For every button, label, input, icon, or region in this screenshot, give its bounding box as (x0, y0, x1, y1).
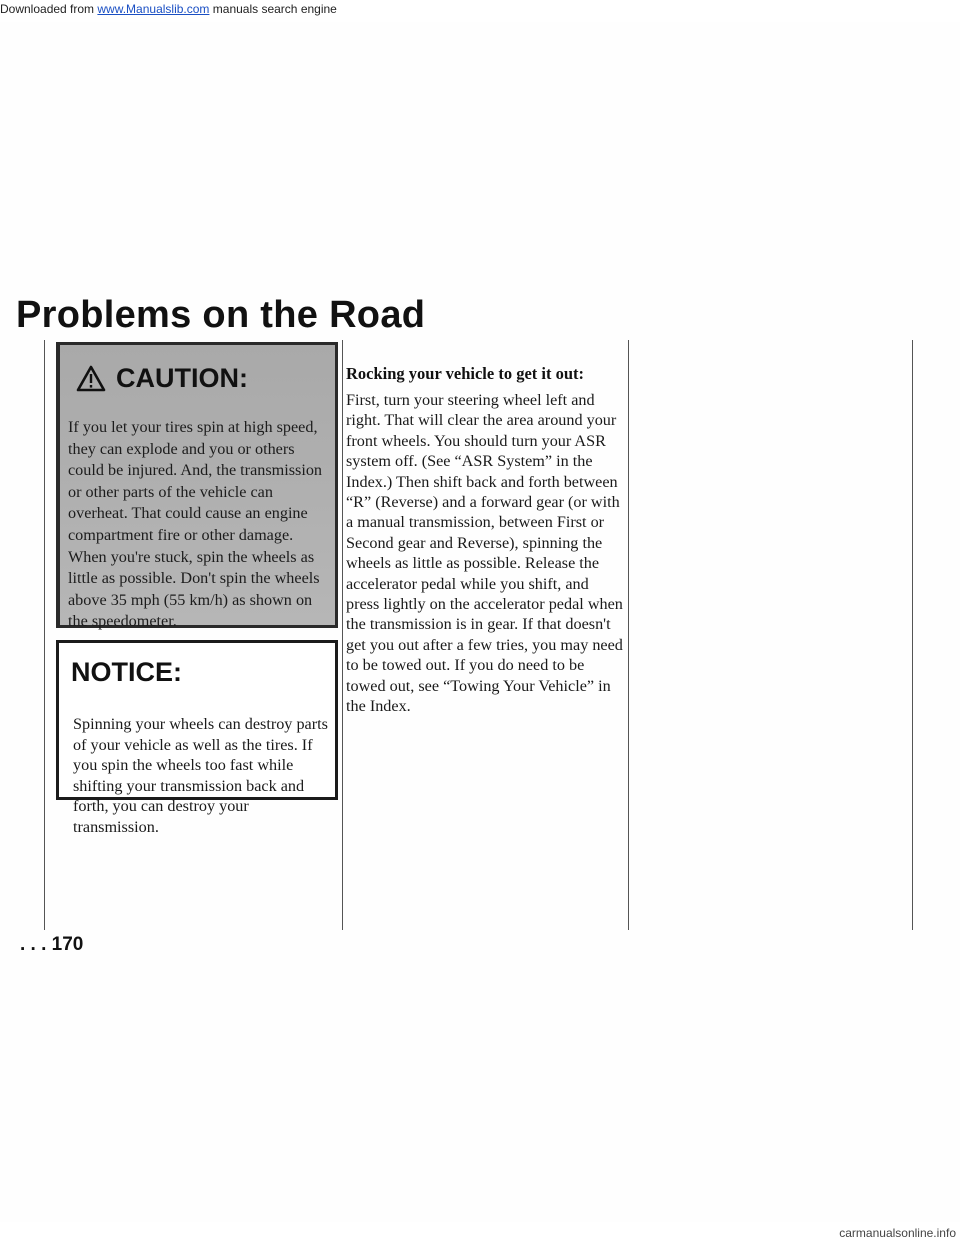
watermark-suffix: manuals search engine (209, 2, 337, 16)
notice-heading: NOTICE: (71, 657, 182, 687)
carmanuals-watermark: carmanualsonline.info (839, 1226, 956, 1240)
watermark-prefix: Downloaded from (0, 2, 98, 16)
manualslib-link[interactable]: www.Manualslib.com (97, 2, 210, 16)
column-rule-edge (912, 340, 913, 930)
caution-heading (76, 363, 248, 394)
column-rule-middle (342, 340, 343, 930)
manual-page (0, 22, 960, 1222)
rocking-text: First, turn your steering wheel left and right. That will clear the area around your front wheels. You should turn your ASR system off. (See “ASR System” in the Index.) Then shift back and forth between “R” (Reverse) and a forward gear (or with a manual transmission, between First or Second gear and Reverse), spinning the wheels as little as possible. Release the accelerator pedal while you shift, and press lightly on the accelerator pedal when the transmission is in gear. If that doesn't get you out after a few tries, you may need to be towed out. If you do need to be towed out, see “Towing Your Vehicle” in the Index. (346, 391, 623, 716)
page-title: Problems on the Road (16, 294, 426, 336)
column-rule-left (44, 340, 45, 930)
page-number: . . . 170 (20, 934, 84, 955)
column-rule-right (628, 340, 629, 930)
warning-triangle-icon (76, 365, 106, 392)
caution-box (56, 342, 338, 631)
caution-heading-label: CAUTION: (116, 363, 248, 393)
notice-text: Spinning your wheels can destroy parts of your vehicle as well as the tires. If you spin the wheels too fast while shifting your transmission back and forth, you can destroy your transmission. (73, 715, 328, 836)
rocking-section (346, 364, 626, 717)
rocking-heading: Rocking your vehicle to get it out: (346, 364, 585, 383)
caution-text: If you let your tires spin at high speed, they can explode and you or others could be injured. And, the transmission or other parts of the vehicle can overheat. That could cause an engine compartment fire or other damage. When you're stuck, spin the wheels as little as possible. Don't spin the wheels above 35 mph (55 km/h) as shown on the speedometer. (68, 418, 323, 631)
notice-box (56, 640, 338, 836)
download-watermark (0, 2, 337, 16)
